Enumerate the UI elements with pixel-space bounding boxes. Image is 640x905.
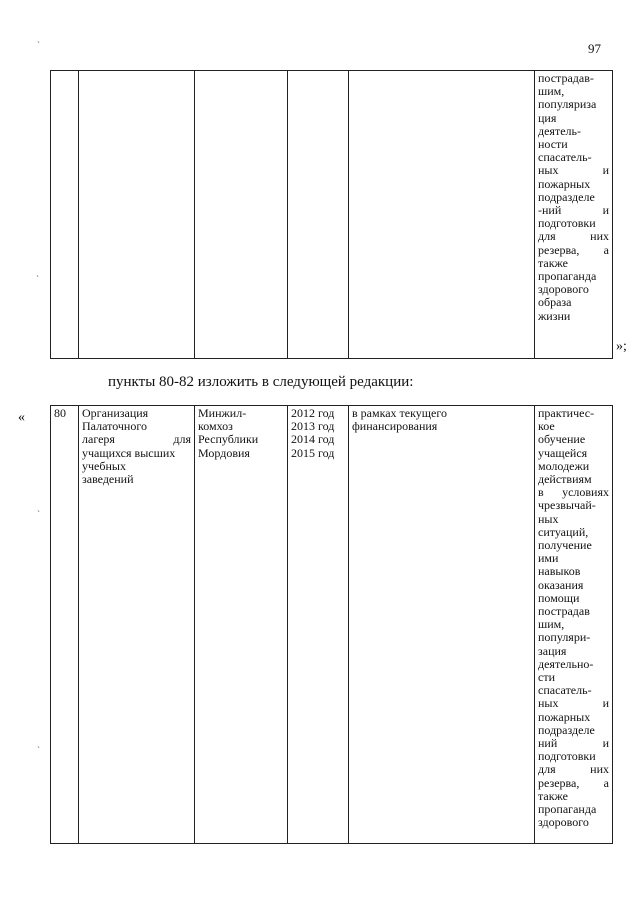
result-line: подготовки (538, 749, 596, 764)
result-line: обучение (538, 432, 586, 447)
executor-line: комхоз (198, 419, 233, 434)
result-line: чрезвычай- (538, 498, 596, 513)
name-line: Организация (82, 406, 149, 420)
executor-line: Минжил- (198, 406, 247, 420)
result-line: образа (538, 295, 572, 310)
name-line (82, 433, 191, 446)
funding-line: финансирования (352, 419, 438, 434)
result-line: жизни (538, 308, 571, 323)
result-line (538, 777, 609, 790)
table-row (51, 406, 613, 844)
year-line: 2014 год (291, 432, 335, 447)
result-line-word: для (538, 762, 556, 777)
result-line-word: а (603, 242, 609, 257)
result-line: также (538, 788, 569, 803)
closing-quote: »; (616, 339, 627, 354)
funding-line: в рамках текущего (352, 406, 447, 420)
result-line: кое (538, 419, 555, 434)
result-line (538, 763, 609, 776)
table-cell-funding (349, 71, 535, 359)
executor-line: Мордовия (198, 445, 250, 460)
result-line: пропаганда (538, 802, 597, 817)
table-cell-name (79, 71, 195, 359)
result-line (538, 697, 609, 710)
result-line: оказания (538, 577, 584, 592)
result-line: шим, (538, 617, 565, 632)
result-line: практичес- (538, 406, 595, 420)
result-line: пострадав (538, 604, 590, 619)
result-line: популяриза (538, 97, 597, 112)
table-cell-executor (195, 71, 288, 359)
result-line (538, 164, 609, 177)
result-line-word: и (602, 696, 609, 711)
result-line: здорового (538, 815, 589, 830)
result-line (538, 244, 609, 257)
expected-result (535, 406, 613, 844)
result-line: также (538, 255, 569, 270)
executor-line: Республики (198, 432, 259, 447)
result-line-word: них (590, 762, 609, 777)
result-line: подразделе (538, 722, 595, 737)
result-line: ими (538, 551, 559, 566)
result-line-word: ний (538, 736, 558, 751)
result-line: спасатель- (538, 683, 592, 698)
result-line: ция (538, 110, 557, 125)
table-cell-result (535, 71, 613, 359)
result-line: пожарных (538, 176, 591, 191)
page-number: 97 (588, 41, 601, 56)
name-line-word: для (173, 432, 191, 447)
result-line: ности (538, 137, 568, 152)
margin-mark: ˋ (37, 509, 40, 519)
result-line: деятель- (538, 123, 581, 138)
result-line: пострадав- (538, 71, 594, 85)
result-line-word: для (538, 229, 556, 244)
result-line-word: в (538, 485, 544, 500)
result-line: получение (538, 538, 592, 553)
result-line: учащейся (538, 445, 588, 460)
result-line: ситуаций, (538, 524, 589, 539)
result-line: пожарных (538, 709, 591, 724)
name-line: учебных (82, 458, 126, 473)
result-line (538, 230, 609, 243)
result-line: популяри- (538, 630, 591, 645)
result-line: здорового (538, 282, 589, 297)
name-line: Палаточного (82, 419, 147, 434)
margin-mark: ˋ (37, 40, 40, 50)
result-line-word: и (602, 203, 609, 218)
result-line: шим, (538, 84, 565, 99)
result-line: навыков (538, 564, 581, 579)
name-line-word: лагеря (82, 432, 115, 447)
table-cell-years (288, 71, 349, 359)
name-line: учащихся высших (82, 445, 176, 460)
amendment-intro: пункты 80-82 изложить в следующей редакции: (108, 374, 414, 390)
result-line: молодежи (538, 458, 590, 473)
years (288, 406, 349, 844)
result-line-word: -ний (538, 203, 562, 218)
result-line: спасатель- (538, 150, 592, 165)
continuation-table (50, 70, 613, 359)
table-row (51, 71, 613, 359)
result-line-word: и (602, 163, 609, 178)
margin-mark: ˋ (36, 274, 39, 284)
result-line-word: ных (538, 163, 559, 178)
result-line: сти (538, 670, 555, 685)
result-line-word: резерва, (538, 242, 580, 257)
year-line: 2015 год (291, 445, 335, 460)
result-line: зация (538, 643, 567, 658)
result-line-word: условиях (562, 485, 609, 500)
result-line: подразделе (538, 189, 595, 204)
result-line: действиям (538, 472, 592, 487)
result-line: пропаганда (538, 269, 597, 284)
result-line: подготовки (538, 216, 596, 231)
funding-source (349, 406, 535, 844)
result-line-word: и (602, 736, 609, 751)
executor (195, 406, 288, 844)
result-line-word: резерва, (538, 775, 580, 790)
result-line-word: ных (538, 696, 559, 711)
row-number: 80 (51, 406, 79, 844)
margin-mark: ˋ (37, 745, 40, 755)
result-line: помощи (538, 590, 580, 605)
name-line: заведений (82, 472, 134, 487)
result-line: ных (538, 511, 559, 526)
year-line: 2012 год (291, 406, 335, 420)
result-line-word: них (590, 229, 609, 244)
year-line: 2013 год (291, 419, 335, 434)
measure-name (79, 406, 195, 844)
result-line: деятельно- (538, 656, 594, 671)
opening-quote: « (18, 410, 25, 425)
measures-table (50, 405, 613, 844)
table-cell-number (51, 71, 79, 359)
result-line-word: а (603, 775, 609, 790)
